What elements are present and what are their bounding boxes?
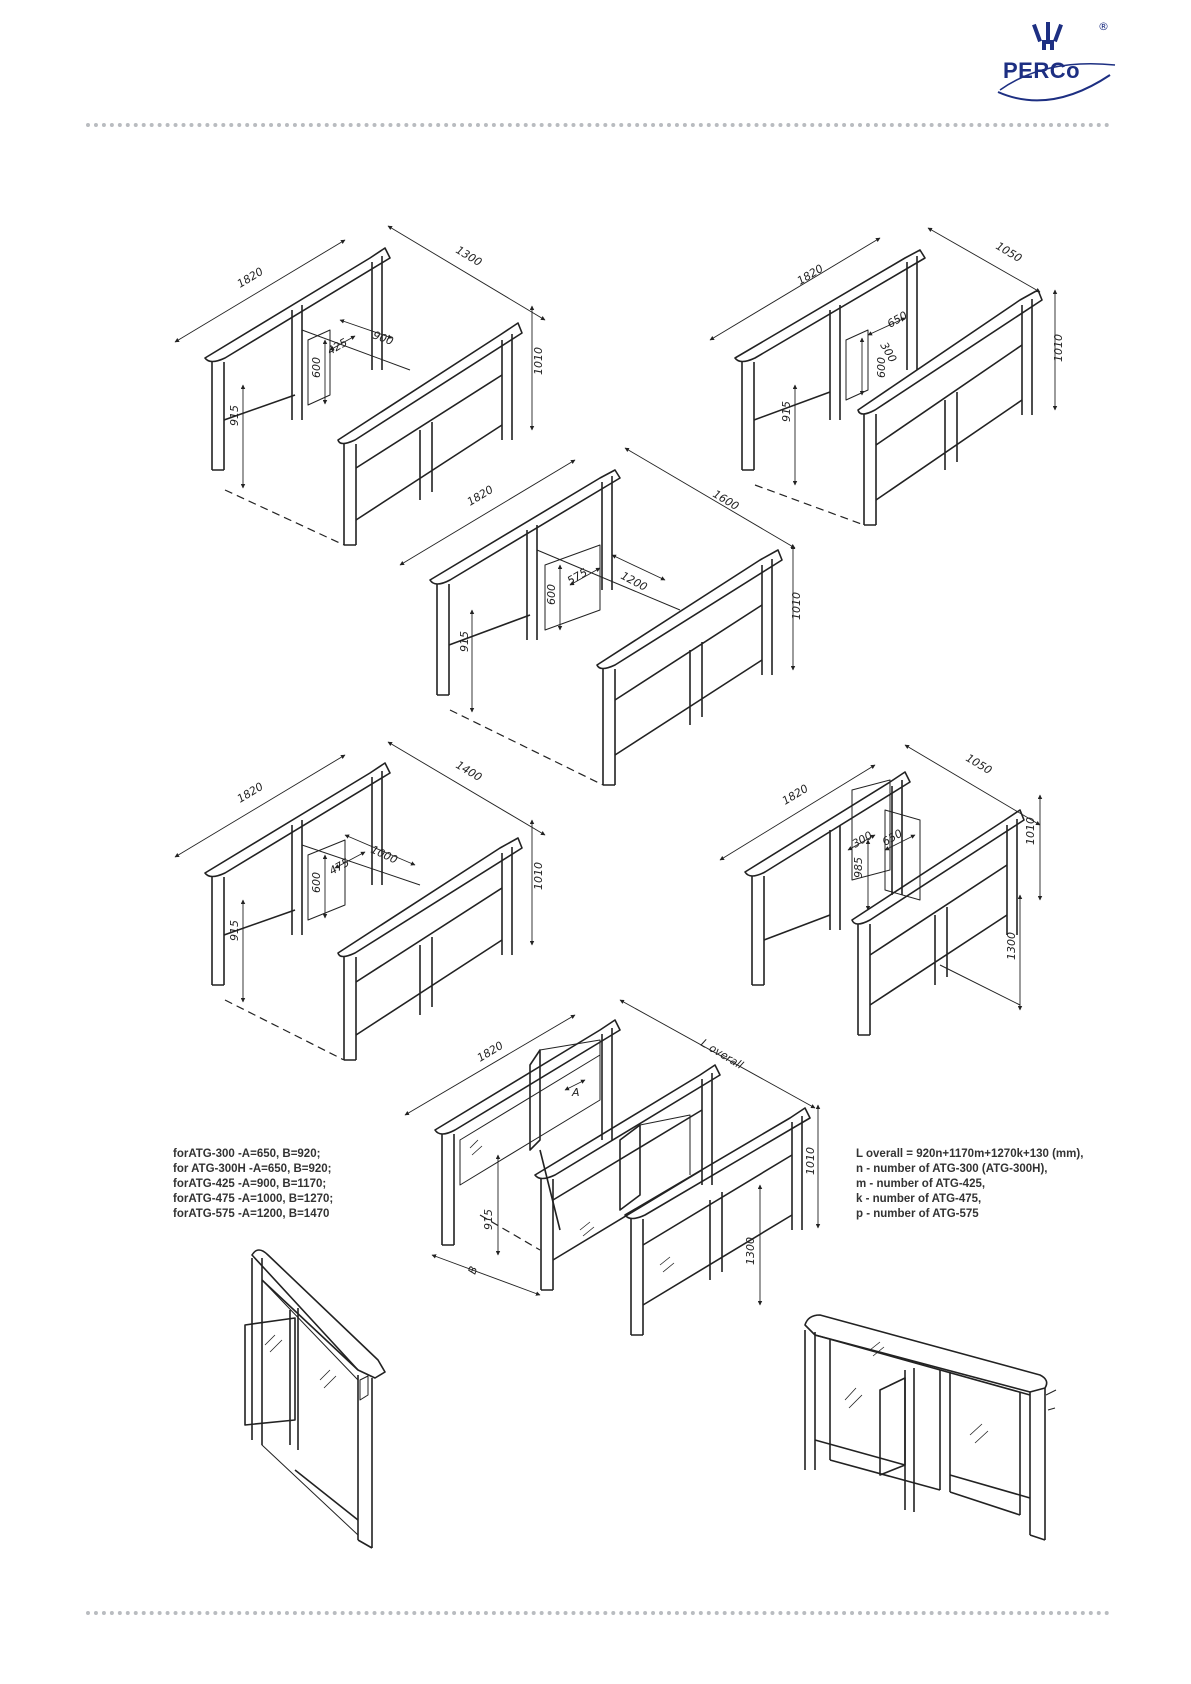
dim-600: 600 (310, 357, 323, 378)
dim-1200: 1200 (618, 569, 650, 594)
note-line: forATG-425 -A=900, B=1170; (173, 1178, 327, 1190)
note-line: forATG-575 -A=1200, B=1470 (173, 1208, 330, 1220)
dim-575: 575 (565, 565, 590, 588)
dim-A: A (572, 1086, 580, 1099)
perspective-view-left (245, 1250, 385, 1548)
dim-1010: 1010 (532, 347, 545, 375)
notes-right (856, 1147, 1083, 1222)
dim-915: 915 (458, 631, 471, 652)
dim-1300: 1300 (1005, 932, 1018, 960)
dim-1050: 1050 (993, 239, 1025, 265)
dim-B: B (465, 1264, 481, 1277)
brand-name: PERCo (1003, 58, 1081, 83)
dim-1010: 1010 (1052, 334, 1065, 362)
note-line: m - number of ATG-425, (856, 1178, 986, 1190)
dim-915: 915 (228, 405, 241, 426)
dim-1820: 1820 (234, 265, 266, 291)
dim-600: 600 (545, 584, 558, 605)
notes-left (173, 1147, 333, 1222)
dim-1820: 1820 (464, 483, 496, 509)
turnstile-drawing-5 (720, 745, 1040, 1035)
dim-1400: 1400 (453, 758, 485, 784)
dim-600: 600 (875, 357, 888, 378)
dim-l-overall: L overall (698, 1036, 746, 1072)
dim-1010: 1010 (1024, 817, 1037, 845)
dim-900: 900 (370, 328, 396, 349)
dim-1010: 1010 (804, 1147, 817, 1175)
note-line: k - number of ATG-475, (856, 1193, 982, 1205)
turnstile-drawing-4 (175, 742, 545, 1060)
dim-985: 985 (852, 857, 865, 878)
perspective-view-right (805, 1315, 1056, 1540)
dim-915: 915 (228, 920, 241, 941)
dim-600: 600 (310, 872, 323, 893)
note-line: p - number of ATG-575 (856, 1208, 979, 1220)
dim-1300: 1300 (453, 243, 485, 269)
note-line: n - number of ATG-300 (ATG-300H), (856, 1163, 1048, 1175)
dim-1820: 1820 (779, 782, 811, 808)
dim-300: 300 (850, 828, 875, 851)
dim-475: 475 (327, 855, 352, 878)
dim-915: 915 (482, 1209, 495, 1230)
dim-1820: 1820 (794, 262, 826, 288)
dim-1600: 1600 (710, 487, 742, 513)
dim-1000: 1000 (368, 842, 400, 867)
dim-1820: 1820 (234, 780, 266, 806)
dim-1010: 1010 (790, 592, 803, 620)
dim-650: 650 (885, 308, 910, 331)
dim-1050: 1050 (963, 751, 995, 777)
dim-915: 915 (780, 401, 793, 422)
dim-1820: 1820 (474, 1039, 506, 1065)
note-line: forATG-300 -A=650, B=920; (173, 1148, 321, 1160)
dim-1300: 1300 (744, 1237, 757, 1265)
note-line: forATG-475 -A=1000, B=1270; (173, 1193, 334, 1205)
note-line: for ATG-300H -A=650, B=920; (173, 1163, 332, 1175)
registered-mark: ® (1098, 20, 1109, 33)
dim-300: 300 (877, 340, 900, 365)
note-line: L overall = 920n+1170m+1270k+130 (mm), (856, 1148, 1084, 1160)
dim-425: 425 (325, 335, 350, 358)
dim-650: 650 (880, 826, 905, 849)
dim-1010: 1010 (532, 862, 545, 890)
turnstile-drawing-6 (405, 1000, 818, 1335)
